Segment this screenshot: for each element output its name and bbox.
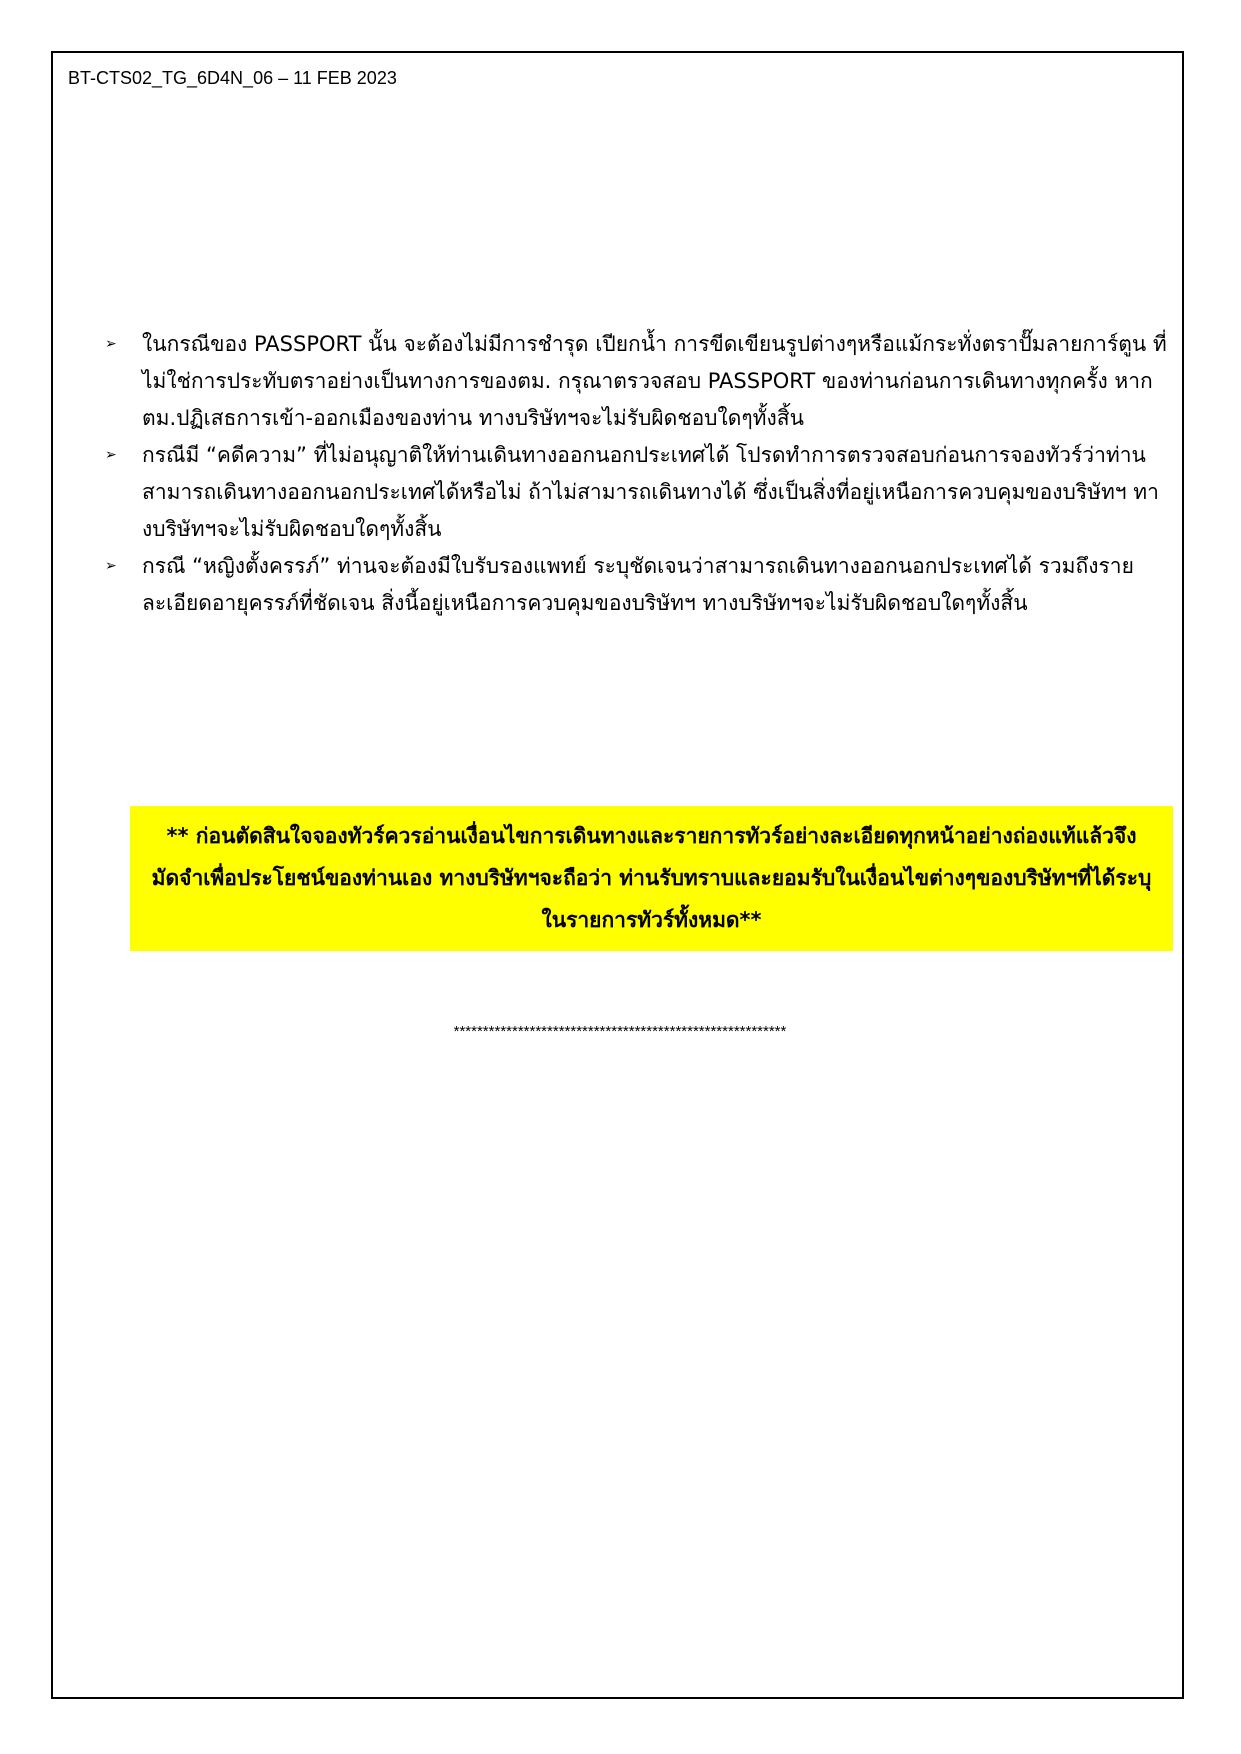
arrow-bullet-icon: ➢ <box>105 447 117 463</box>
notice-text: ** ก่อนตัดสินใจจองทัวร์ควรอ่านเงื่อนไขการเดินทางและรายการทัวร์อย่างละเอียดทุกหน้าอย่างถ่องแท้แล้วจึงมัดจำเพื่อประโยชน์ของท่านเอง ทางบริษัทฯจะถือว่า ท่านรับทราบและยอมรับในเงื่อนไขต่างๆของบริษัทฯที่ได้ระบุในรายการทัวร์ทั้งหมด** <box>151 824 1152 932</box>
list-item-text: กรณี “หญิงตั้งครรภ์” ท่านจะต้องมีใบรับรองแพทย์ ระบุชัดเจนว่าสามารถเดินทางออกนอกประเทศได้ รวมถึงรายละเอียดอายุครรภ์ที่ชัดเจน สิ่งนี้อยู่เหนือการควบคุมของบริษัทฯ ทางบริษัทฯจะไม่รับผิดชอบใดๆทั้งสิ้น <box>142 554 1134 615</box>
document-code: BT-CTS02_TG_6D4N_06 – 11 FEB 2023 <box>68 68 397 88</box>
list-item-passport <box>100 326 1178 437</box>
conditions-list <box>100 326 1178 622</box>
list-item-text: กรณีมี “คดีความ” ที่ไม่อนุญาติให้ท่านเดินทางออกนอกประเทศได้ โปรดทำการตรวจสอบก่อนการจองทัวร์ว่าท่านสามารถเดินทางออกนอกประเทศได้หรือไม่ ถ้าไม่สามารถเดินทางได้ ซึ่งเป็นสิ่งที่อยู่เหนือการควบคุมของบริษัทฯ ทางบริษัทฯจะไม่รับผิดชอบใดๆทั้งสิ้น <box>142 443 1159 541</box>
arrow-bullet-icon: ➢ <box>105 336 117 352</box>
arrow-bullet-icon: ➢ <box>105 558 117 574</box>
list-item-text: ในกรณีของ PASSPORT นั้น จะต้องไม่มีการชำรุด เปียกน้ำ การขีดเขียนรูปต่างๆหรือแม้กระทั่งตราปั๊มลายการ์ตูน ที่ไม่ใช่การประทับตราอย่างเป็นทางการของตม. กรุณาตรวจสอบ PASSPORT ของท่านก่อนการเดินทางทุกครั้ง หาก ตม.ปฏิเสธการเข้า-ออกเมืองของท่าน ทางบริษัทฯจะไม่รับผิดชอบใดๆทั้งสิ้น <box>142 332 1167 430</box>
list-item-pregnancy <box>100 548 1178 622</box>
highlighted-notice <box>130 806 1173 951</box>
asterisk-separator: ********************************************************* <box>453 1023 787 1040</box>
list-item-legal-case <box>100 437 1178 548</box>
